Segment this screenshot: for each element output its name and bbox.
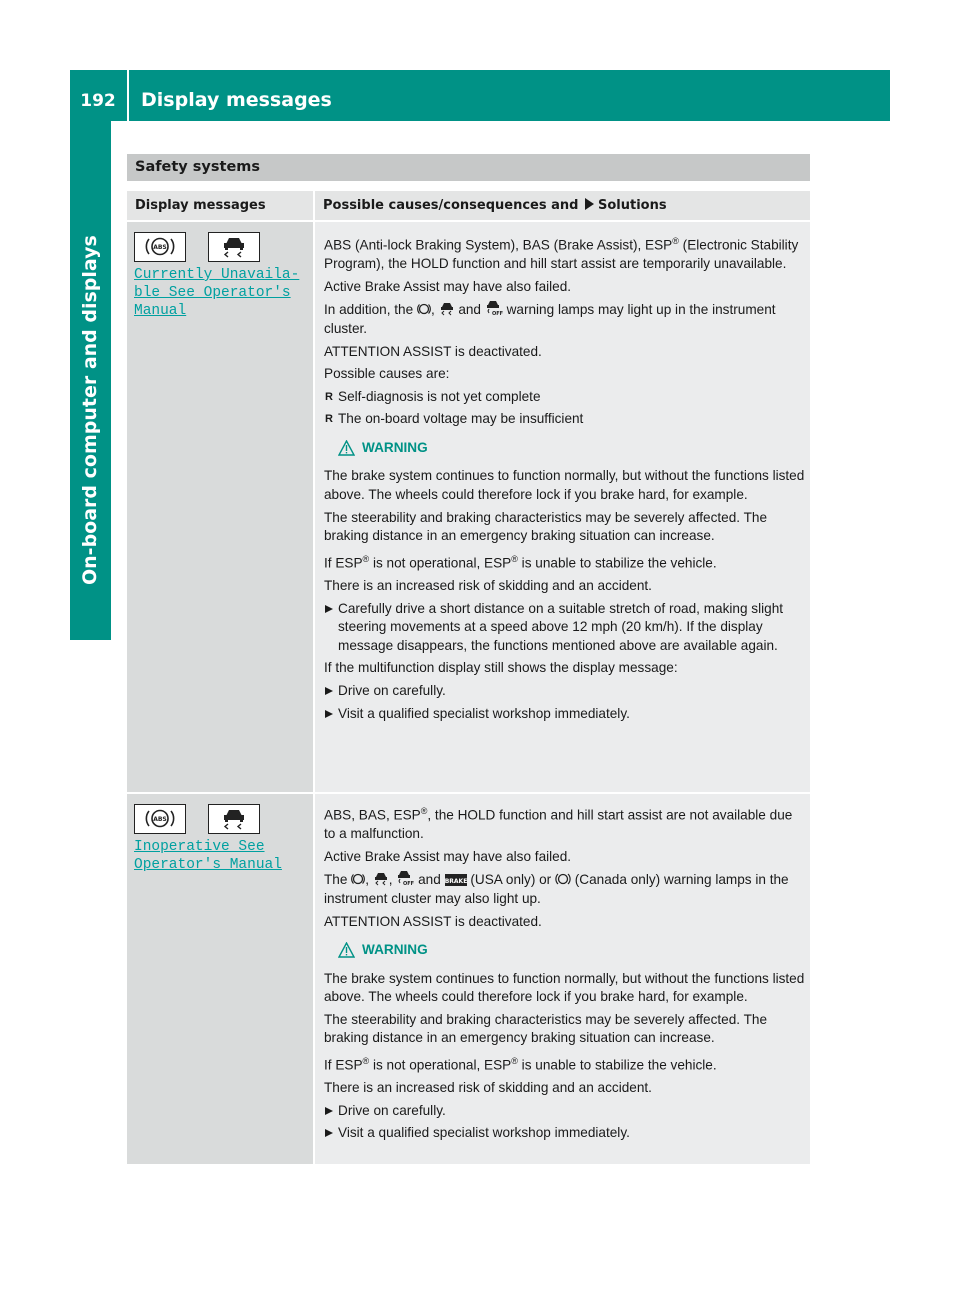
warning-triangle-icon — [338, 440, 355, 456]
esp-off-icon — [396, 870, 414, 886]
abs-warning-icon — [134, 232, 186, 262]
warning-triangle-icon — [338, 942, 355, 958]
brake-icon — [445, 874, 467, 886]
solution-arrow-icon — [585, 198, 594, 210]
svg-text:OFF: OFF — [491, 311, 503, 317]
section-title: Safety systems — [135, 159, 261, 175]
column-header-messages: Display messages — [127, 191, 313, 220]
solution-step: Visit a qualified specialist workshop immediately. — [324, 705, 806, 724]
page-number: 192 — [80, 91, 116, 111]
list-item: R Self-diagnosis is not yet complete — [324, 388, 806, 407]
solution-step: Visit a qualified specialist workshop immediately. — [324, 1124, 806, 1143]
svg-text:ABS: ABS — [153, 244, 167, 251]
page-header — [70, 70, 890, 121]
message-cell — [127, 222, 313, 792]
svg-text:OFF: OFF — [403, 881, 415, 887]
esp-icon — [439, 301, 455, 316]
causes-text: ABS, BAS, ESP®, the HOLD function and hill start assist are not available due to a malfunction. Active Brake Assist may have also failed. The , , OFF and BRAKE (USA only) or (Canada only) warning lamps in the instrument cluster may also light up. ATTENTION ASSIST is deactivated. WARNING The brake system continues to function normally, but without the functions listed above. The wheels could therefore lock if you brake hard, for example. The steerability and braking characteristics may be severely affected. The braking distance in an emergency braking situation can increase. If ESP® is not operational, ESP® is unable to stabilize the vehicle. There is an increased risk of skidding and an accident. Drive on carefully. Visit a qualified specialist workshop immediately. — [324, 802, 806, 1147]
list-item: R The on-board voltage may be insufficient — [324, 410, 806, 429]
abs-warning-icon — [134, 804, 186, 834]
section-title-bar — [127, 154, 810, 181]
display-message-text: Currently Unavaila‐ ble See Operator's Manual — [134, 267, 300, 319]
page-title: Display messages — [141, 89, 332, 111]
abs-icon — [417, 302, 431, 316]
warning-heading: WARNING — [324, 941, 806, 960]
column-header-causes: Possible causes/consequences and Solutions — [315, 191, 810, 220]
solution-step: Drive on carefully. — [324, 1102, 806, 1121]
esp-warning-icon — [208, 804, 260, 834]
esp-warning-icon — [208, 232, 260, 262]
svg-text:BRAKE: BRAKE — [444, 878, 467, 886]
display-message-text: Inoperative See Operator's Manual — [134, 839, 282, 873]
causes-cell — [315, 222, 810, 792]
solution-step: Carefully drive a short distance on a suitable stretch of road, making slight steering movements at a speed above 12 mph (20 km/h). If the display message disappears, the functions mentioned above are available again. — [324, 600, 806, 656]
svg-text:ABS: ABS — [153, 816, 167, 823]
esp-icon — [373, 871, 389, 886]
warning-heading: WARNING — [324, 439, 806, 458]
solution-step: Drive on carefully. — [324, 682, 806, 701]
brake-warning-canada-icon — [555, 872, 571, 886]
causes-cell — [315, 794, 810, 1164]
abs-icon — [351, 872, 365, 886]
message-cell — [127, 794, 313, 1164]
causes-text: ABS (Anti-lock Braking System), BAS (Brake Assist), ESP® (Electronic Stability Program), the HOLD function and hill start assist are temporarily unavailable. Active Brake Assist may have also failed. In addition, the , and OFF warning lamps may light up in the instrument cluster. ATTENTION ASSIST is deactivated. Possible causes are: R Self-diagnosis is not yet complete R The on-board voltage may be insufficient WARNING The brake system continues to function normally, but without the functions listed above. The wheels could therefore lock if you brake hard, for example. The steerability and braking characteristics may be severely affected. The braking distance in an emergency braking situation can increase. If ESP® is not operational, ESP® is unable to stabilize the vehicle. There is an increased risk of skidding and an accident. Carefully drive a short distance on a suitable stretch of road, making slight steering movements at a speed above 12 mph (20 km/h). If the display message disappears, the functions mentioned above are available again. If the multifunction display still shows the display message: Drive on carefully. Visit a qualified specialist workshop immediately. — [324, 232, 806, 727]
esp-off-icon — [485, 300, 503, 316]
header-divider — [127, 70, 129, 121]
side-tab-label: On-board computer and displays — [79, 235, 101, 585]
